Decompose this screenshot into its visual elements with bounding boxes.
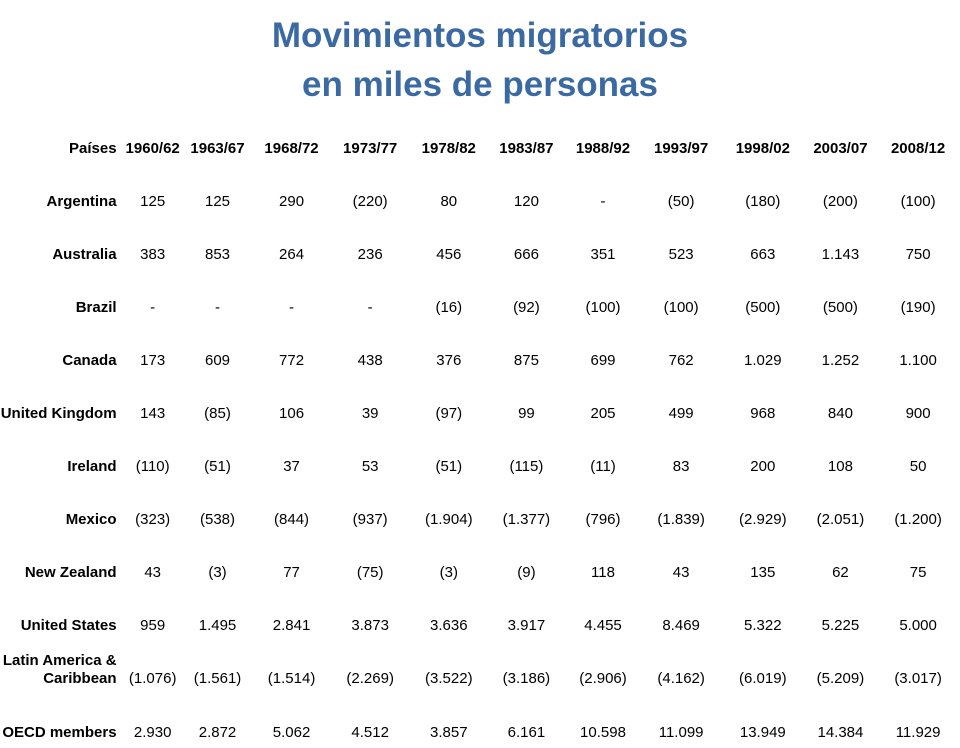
table-cell: (5.209) (816, 670, 865, 687)
table-cell: 840 (827, 405, 853, 422)
table-cell: 3.917 (507, 617, 546, 634)
row-country-label: Canada (62, 352, 117, 369)
table-cell: (110) (135, 458, 170, 475)
table-cell: (180) (745, 193, 781, 210)
table-cell: (2.051) (816, 511, 865, 528)
table-cell: 2.872 (198, 724, 237, 741)
table-cell: 37 (283, 458, 300, 475)
table-cell: 14.384 (817, 724, 864, 741)
table-cell: (1.076) (128, 670, 177, 687)
column-header-period: 1960/62 (125, 140, 180, 157)
table-cell: 1.252 (821, 352, 860, 369)
table-cell: (796) (585, 511, 621, 528)
table-cell: 609 (205, 352, 231, 369)
table-cell: 205 (590, 405, 616, 422)
table-cell: 699 (590, 352, 616, 369)
table-cell: 13.949 (739, 724, 786, 741)
table-cell: 438 (357, 352, 383, 369)
table-cell: 666 (513, 246, 539, 263)
column-header-period: 1973/77 (343, 140, 398, 157)
table-cell: (3.522) (425, 670, 473, 687)
table-cell: (2.929) (739, 511, 787, 528)
table-cell: (2.906) (579, 670, 627, 687)
row-country-label: Australia (52, 246, 117, 263)
table-cell: 5.225 (821, 617, 860, 634)
table-cell: 762 (668, 352, 694, 369)
table-cell: 39 (361, 405, 379, 422)
table-cell: 1.100 (899, 352, 937, 369)
table-cell: (844) (274, 511, 310, 528)
column-header-period: 1968/72 (264, 140, 319, 157)
table-cell: (1.561) (193, 670, 242, 687)
table-cell: 523 (668, 246, 694, 263)
table-cell: 968 (750, 405, 776, 422)
table-cell: - (215, 299, 221, 316)
row-country-label: New Zealand (24, 564, 117, 581)
column-header-period: 1963/67 (190, 140, 245, 157)
table-cell: (1.377) (502, 511, 551, 528)
table-row (0, 217, 960, 270)
table-cell: 2.841 (272, 617, 311, 634)
table-cell: (2.269) (346, 670, 394, 687)
table-cell: 499 (668, 405, 694, 422)
table-cell: (937) (352, 511, 388, 528)
table-cell: 200 (750, 458, 776, 475)
table-cell: 120 (513, 193, 539, 210)
table-row (0, 376, 960, 429)
table-cell: 80 (440, 193, 458, 210)
table-cell: (6.019) (739, 670, 787, 687)
table-cell: 456 (436, 246, 462, 263)
table-cell: 772 (279, 352, 305, 369)
table-cell: 11.099 (658, 724, 704, 741)
row-country-label: Brazil (75, 299, 117, 316)
table-cell: (3.186) (502, 670, 551, 687)
table-row (0, 694, 960, 748)
table-cell: - (150, 299, 156, 316)
table-cell: 383 (140, 246, 166, 263)
table-cell: 10.598 (580, 724, 626, 741)
table-cell: (500) (822, 299, 858, 316)
row-country-label: OECD members (2, 724, 117, 741)
table-cell: 50 (909, 458, 927, 475)
table-cell: (200) (822, 193, 858, 210)
table-cell: (1.839) (657, 511, 705, 528)
table-cell: 663 (750, 246, 776, 263)
table-cell: 3.857 (430, 724, 468, 741)
table-cell: (100) (585, 299, 621, 316)
migration-table (0, 118, 960, 748)
table-cell: 1.495 (198, 617, 237, 634)
table-cell: 4.512 (351, 724, 389, 741)
table-cell: 11.929 (895, 724, 941, 741)
column-header-period: 2003/07 (813, 140, 868, 157)
table-cell: 108 (827, 458, 853, 475)
table-cell: 83 (672, 458, 690, 475)
table-body (0, 164, 960, 748)
table-cell: 5.062 (272, 724, 311, 741)
table-cell: 2.930 (133, 724, 172, 741)
table-cell: (323) (135, 511, 171, 528)
table-cell: (538) (200, 511, 236, 528)
table-cell: (4.162) (657, 670, 705, 687)
table-cell: 143 (140, 405, 166, 422)
table-cell: 376 (436, 352, 462, 369)
table-cell: 118 (591, 564, 615, 581)
table-cell: (100) (900, 193, 936, 210)
table-cell: (51) (204, 458, 231, 475)
table-cell: 77 (283, 564, 300, 581)
table-cell: 43 (672, 564, 690, 581)
table-cell: 135 (750, 564, 776, 581)
table-cell: (3) (208, 564, 227, 581)
table-cell: 3.873 (351, 617, 389, 634)
table-cell: 900 (905, 405, 931, 422)
page-subtitle: en miles de personas (302, 65, 658, 104)
table-row (0, 323, 960, 376)
column-header-period: 1993/97 (654, 140, 709, 157)
table-row (0, 164, 960, 217)
table-row (0, 482, 960, 535)
column-header-period: 1988/92 (575, 140, 631, 157)
table-cell: 290 (279, 193, 305, 210)
table-cell: 875 (513, 352, 539, 369)
table-cell: (115) (509, 458, 544, 475)
column-header-period: 1978/82 (421, 140, 476, 157)
table-cell: - (367, 299, 373, 316)
table-cell: 351 (590, 246, 616, 263)
table-cell: 8.469 (662, 617, 700, 634)
table-cell: 750 (905, 246, 931, 263)
table-cell: 853 (205, 246, 231, 263)
table-cell: (11) (590, 458, 616, 475)
table-header-row (0, 118, 960, 164)
table-cell: 99 (518, 405, 535, 422)
table-cell: 4.455 (584, 617, 622, 634)
column-header-period: 1983/87 (499, 140, 554, 157)
table-cell: 1.143 (821, 246, 860, 263)
table-cell: (1.514) (267, 670, 316, 687)
page-title: Movimientos migratorios (271, 16, 689, 55)
table-cell: 125 (205, 193, 231, 210)
table-cell: 43 (144, 564, 162, 581)
column-header-period: 1998/02 (735, 140, 790, 157)
column-header-paises: Países (69, 140, 117, 157)
table-cell: (3.017) (894, 670, 942, 687)
table-cell: 75 (909, 564, 927, 581)
table-cell: (220) (352, 193, 388, 210)
table-cell: 1.029 (744, 352, 782, 369)
table-row (0, 270, 960, 323)
table-cell: 53 (361, 458, 379, 475)
table-cell: 3.636 (430, 617, 468, 634)
table-row (0, 429, 960, 482)
table-cell: (9) (517, 564, 536, 581)
row-country-label: United States (20, 617, 117, 634)
table-row (0, 641, 960, 694)
column-header-period: 2008/12 (890, 140, 946, 157)
table-cell: (3) (439, 564, 458, 581)
table-cell: 264 (279, 246, 305, 263)
row-country-label: Mexico (65, 511, 117, 528)
table-cell: (51) (435, 458, 463, 475)
table-cell: 106 (279, 405, 305, 422)
table-cell: (500) (745, 299, 781, 316)
table-cell: 6.161 (507, 724, 546, 741)
table-row (0, 588, 960, 641)
row-country-label: United Kingdom (0, 405, 117, 422)
table-cell: (1.200) (894, 511, 942, 528)
table-cell: (1.904) (425, 511, 473, 528)
row-country-label: Latin America & Caribbean (2, 652, 117, 687)
table-cell: - (600, 193, 606, 210)
table-cell: (190) (900, 299, 936, 316)
table-cell: (100) (663, 299, 699, 316)
table-cell: 125 (140, 193, 166, 210)
table-cell: (85) (204, 405, 231, 422)
table-cell: 62 (832, 564, 849, 581)
table-cell: (50) (667, 193, 695, 210)
table-cell: (16) (435, 299, 463, 316)
table-cell: 5.322 (744, 617, 782, 634)
table-cell: (97) (435, 405, 463, 422)
table-cell: 959 (140, 617, 166, 634)
table-cell: 236 (357, 246, 383, 263)
row-country-label: Ireland (67, 458, 117, 475)
table-cell: 173 (140, 352, 166, 369)
table-cell: 5.000 (899, 617, 937, 634)
table-cell: (92) (513, 299, 540, 316)
table-cell: - (289, 299, 295, 316)
table-row (0, 535, 960, 588)
row-country-label: Argentina (46, 193, 117, 210)
table-cell: (75) (356, 564, 384, 581)
